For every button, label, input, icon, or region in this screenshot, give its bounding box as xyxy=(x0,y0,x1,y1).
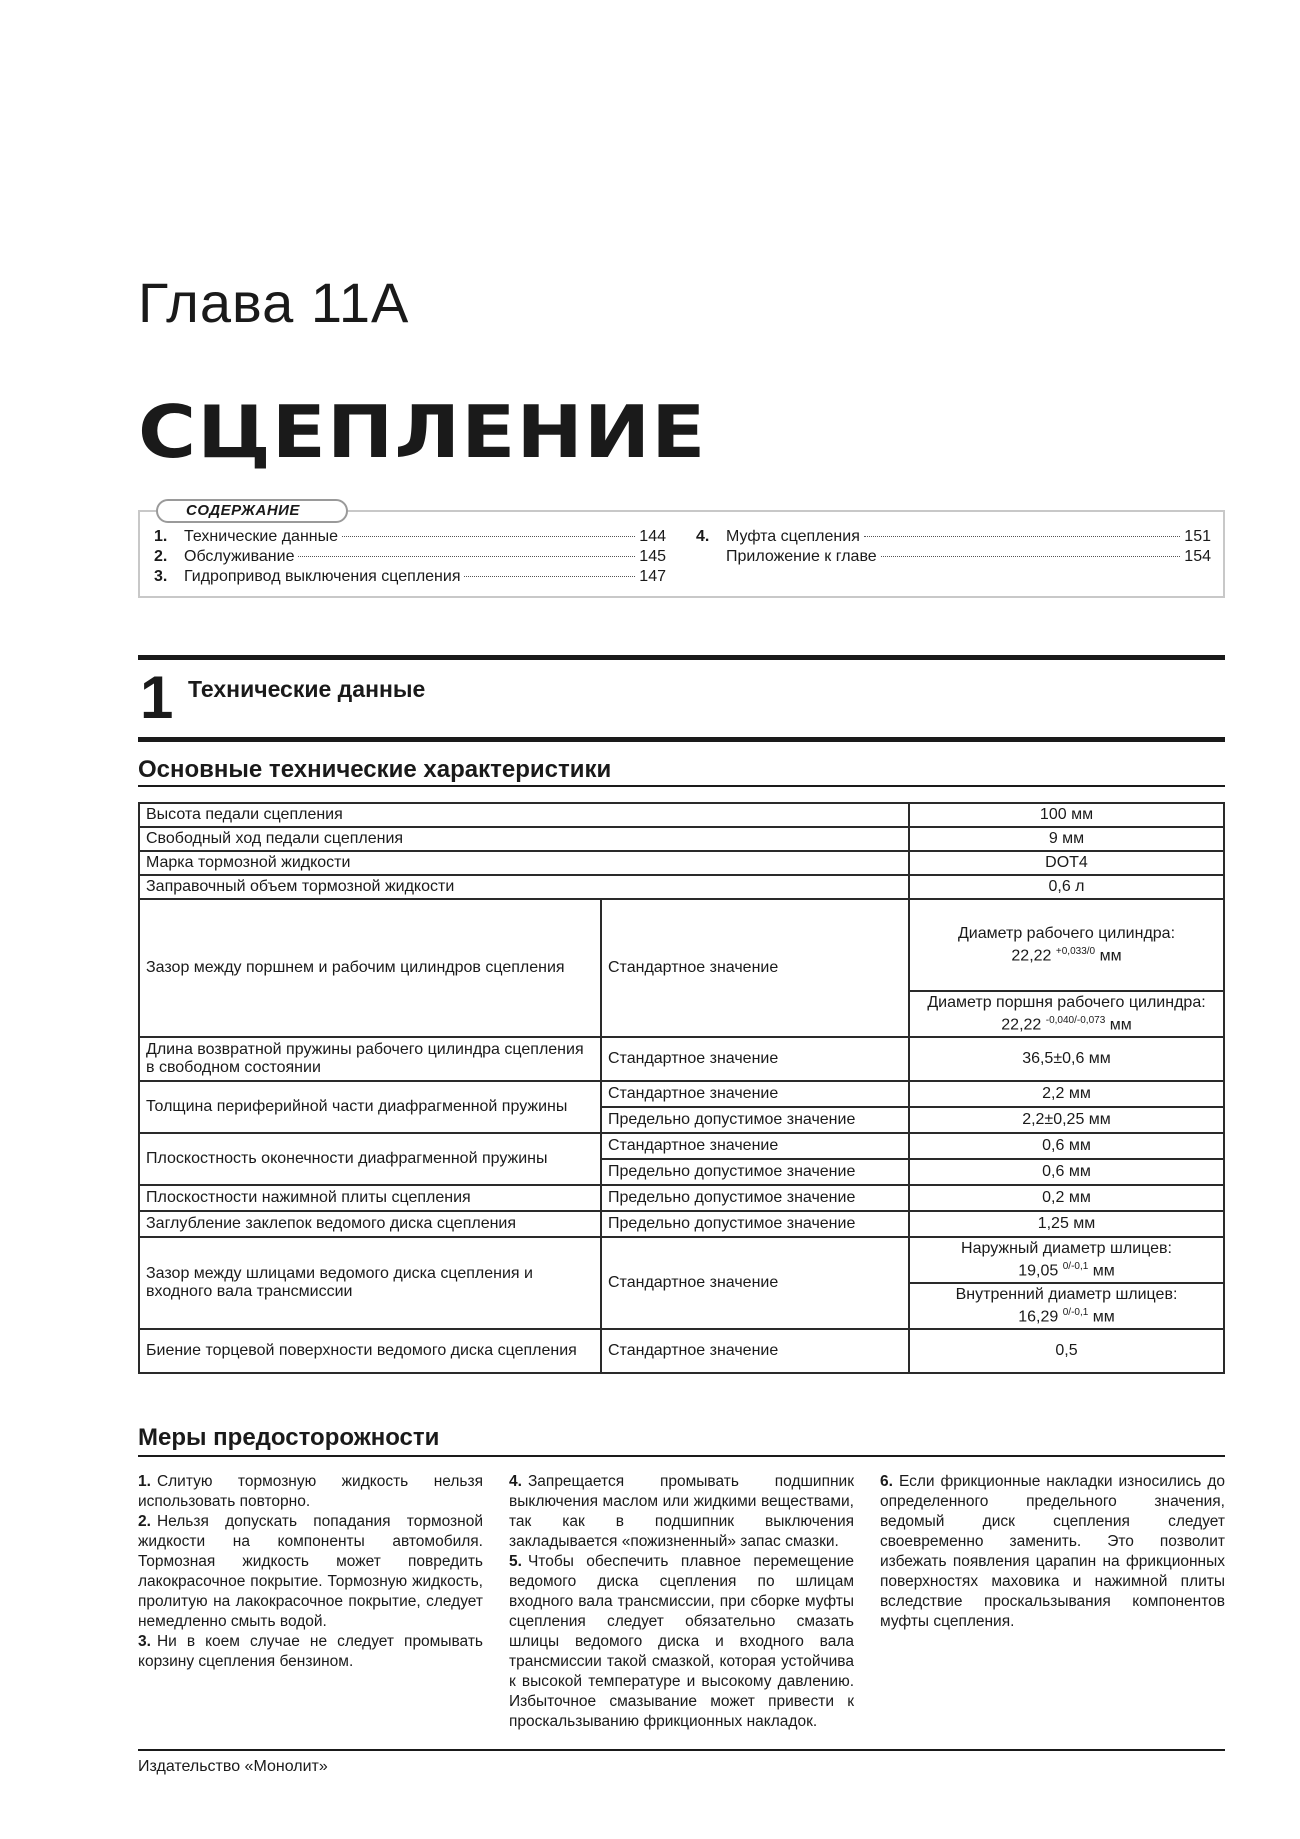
toc-item-num: 1. xyxy=(154,528,168,545)
table-row xyxy=(139,851,1224,875)
precaution-text: Нельзя допускать попадания тормозной жидкости на компоненты автомобиля. Тормозная жидкость может повредить лакокрасочное покрытие. Тормозную жидкость, пролитую на лакокрасочное покрытие, следует немедленно смыть водой. xyxy=(138,1513,483,1630)
toc-item-text: Приложение к главе xyxy=(726,548,877,565)
param-cell: Марка тормозной жидкости xyxy=(139,851,909,875)
value-cell xyxy=(909,1283,1224,1329)
value-cell xyxy=(909,1237,1224,1283)
table-of-contents xyxy=(138,502,1225,598)
value-unit: мм xyxy=(1099,947,1122,965)
toc-item[interactable] xyxy=(696,528,1211,548)
toc-leader xyxy=(864,536,1180,537)
table-row xyxy=(139,1211,1224,1237)
value-cell: 9 мм xyxy=(909,827,1224,851)
table-row xyxy=(139,1237,1224,1283)
section-bottom-rule xyxy=(138,737,1225,742)
value-label: Внутренний диаметр шлицев: xyxy=(955,1285,1178,1303)
precaution-text: Если фрикционные накладки износились до определенного предельного значения, ведомый диск сцепления следует своевременно заменить. Это позволит избежать появления царапин на фрикционных поверхностях маховика и нажимной плиты вследствие проскальзывания компонентов муфты сцепления. xyxy=(880,1473,1225,1630)
value-cell: 2,2 мм xyxy=(909,1081,1224,1107)
toc-item-text: Муфта сцепления xyxy=(726,528,860,545)
value-cell: 0,6 мм xyxy=(909,1133,1224,1159)
precautions-body xyxy=(138,1472,1225,1732)
table-row xyxy=(139,875,1224,899)
value-cell xyxy=(909,991,1224,1037)
toc-label: СОДЕРЖАНИЕ xyxy=(156,499,348,523)
param-cell: Высота педали сцепления xyxy=(139,803,909,827)
value-cell xyxy=(909,899,1224,991)
toc-item-num: 3. xyxy=(154,568,168,585)
table-row xyxy=(139,1037,1224,1081)
precaution-item xyxy=(138,1632,483,1672)
chapter-label: Глава 11А xyxy=(138,271,410,334)
precaution-item xyxy=(509,1552,854,1732)
value-line xyxy=(916,943,1217,965)
value-unit: мм xyxy=(1092,1262,1115,1280)
precautions-heading-rule xyxy=(138,1455,1225,1457)
section-number: 1 xyxy=(140,664,174,731)
toc-column-2 xyxy=(696,528,1211,568)
value-cell: 0,5 xyxy=(909,1329,1224,1373)
value-cell: 0,6 мм xyxy=(909,1159,1224,1185)
precaution-num: 2. xyxy=(138,1513,151,1530)
footer-rule xyxy=(138,1749,1225,1751)
table-row xyxy=(139,1081,1224,1107)
param-cell: Длина возвратной пружины рабочего цилиндра сцепления в свободном состоянии xyxy=(139,1037,601,1081)
condition-cell: Стандартное значение xyxy=(601,899,909,1037)
precaution-item xyxy=(509,1472,854,1552)
toc-item[interactable] xyxy=(154,528,666,548)
precaution-num: 5. xyxy=(509,1553,522,1570)
value-tolerance: -0,040/-0,073 xyxy=(1045,1014,1106,1026)
value-tolerance: 0/-0,1 xyxy=(1062,1306,1089,1318)
value-cell: DOT4 xyxy=(909,851,1224,875)
toc-item[interactable] xyxy=(154,568,666,588)
value-line xyxy=(916,1012,1217,1034)
toc-item-text: Технические данные xyxy=(184,528,339,545)
precautions-column-1 xyxy=(138,1472,483,1732)
value-cell: 36,5±0,6 мм xyxy=(909,1037,1224,1081)
precautions-heading: Меры предосторожности xyxy=(138,1424,440,1451)
toc-item-text: Гидропривод выключения сцепления xyxy=(184,568,461,585)
value-tolerance: 0/-0,1 xyxy=(1062,1260,1089,1272)
toc-item[interactable] xyxy=(696,548,1211,568)
precaution-num: 3. xyxy=(138,1633,151,1650)
param-cell: Заглубление заклепок ведомого диска сцепления xyxy=(139,1211,601,1237)
specs-table xyxy=(138,802,1225,1374)
condition-cell: Предельно допустимое значение xyxy=(601,1159,909,1185)
precaution-item xyxy=(880,1472,1225,1632)
param-cell: Биение торцевой поверхности ведомого диска сцепления xyxy=(139,1329,601,1373)
value-unit: мм xyxy=(1092,1308,1115,1326)
precaution-num: 6. xyxy=(880,1473,893,1490)
precautions-column-3 xyxy=(880,1472,1225,1732)
condition-cell: Стандартное значение xyxy=(601,1329,909,1373)
specs-heading-rule xyxy=(138,785,1225,787)
toc-leader xyxy=(298,556,635,557)
toc-item-text: Обслуживание xyxy=(184,548,295,565)
specs-heading: Основные технические характеристики xyxy=(138,756,612,783)
param-cell: Свободный ход педали сцепления xyxy=(139,827,909,851)
table-row xyxy=(139,1329,1224,1373)
table-row xyxy=(139,803,1224,827)
precaution-text: Запрещается промывать подшипник выключения маслом или жидкими веществами, так как в подшипник выключения закладывается «пожизненный» запас смазки. xyxy=(509,1473,854,1550)
precaution-num: 4. xyxy=(509,1473,522,1490)
toc-column-1 xyxy=(154,528,666,588)
toc-leader xyxy=(464,576,635,577)
toc-item-page: 154 xyxy=(1184,548,1211,565)
value-base: 22,22 xyxy=(1011,947,1052,965)
param-cell: Зазор между поршнем и рабочим цилиндров сцепления xyxy=(139,899,601,1037)
value-cell: 0,2 мм xyxy=(909,1185,1224,1211)
table-row xyxy=(139,899,1224,991)
toc-item[interactable] xyxy=(154,548,666,568)
condition-cell: Стандартное значение xyxy=(601,1081,909,1107)
value-cell: 1,25 мм xyxy=(909,1211,1224,1237)
value-base: 16,29 xyxy=(1018,1308,1059,1326)
precaution-num: 1. xyxy=(138,1473,151,1490)
page-title: СЦЕПЛЕНИЕ xyxy=(138,390,707,474)
toc-item-num: 4. xyxy=(696,528,710,545)
value-line xyxy=(916,1304,1217,1326)
table-row xyxy=(139,827,1224,851)
value-unit: мм xyxy=(1109,1016,1132,1034)
precaution-item xyxy=(138,1472,483,1512)
value-label: Наружный диаметр шлицев: xyxy=(961,1239,1172,1257)
precaution-text: Чтобы обеспечить плавное перемещение ведомого диска сцепления по шлицам входного вала трансмиссии, при сборке муфты сцепления следует обязательно смазать шлицы ведомого диска и входного вала трансмиссии такой смазкой, которая устойчива к высокой температуре и высокому давлению. Избыточное смазывание может привести к проскальзыванию фрикционных накладок. xyxy=(509,1553,854,1730)
section-top-rule xyxy=(138,655,1225,660)
precautions-column-2 xyxy=(509,1472,854,1732)
table-row xyxy=(139,1133,1224,1159)
precaution-text: Ни в коем случае не следует промывать корзину сцепления бензином. xyxy=(138,1633,483,1670)
value-tolerance: +0,033/0 xyxy=(1055,945,1096,957)
toc-item-page: 147 xyxy=(639,568,666,585)
section-title: Технические данные xyxy=(188,676,426,702)
toc-item-page: 145 xyxy=(639,548,666,565)
condition-cell: Стандартное значение xyxy=(601,1237,909,1329)
value-base: 19,05 xyxy=(1018,1262,1059,1280)
param-cell: Плоскостность оконечности диафрагменной пружины xyxy=(139,1133,601,1185)
condition-cell: Предельно допустимое значение xyxy=(601,1211,909,1237)
toc-leader xyxy=(342,536,635,537)
condition-cell: Стандартное значение xyxy=(601,1037,909,1081)
precaution-text: Слитую тормозную жидкость нельзя использовать повторно. xyxy=(138,1473,483,1510)
param-cell: Плоскостности нажимной плиты сцепления xyxy=(139,1185,601,1211)
value-label: Диаметр поршня рабочего цилиндра: xyxy=(927,993,1206,1011)
value-cell: 100 мм xyxy=(909,803,1224,827)
param-cell: Зазор между шлицами ведомого диска сцепления и входного вала трансмиссии xyxy=(139,1237,601,1329)
value-cell: 2,2±0,25 мм xyxy=(909,1107,1224,1133)
value-line xyxy=(916,1258,1217,1280)
param-cell: Заправочный объем тормозной жидкости xyxy=(139,875,909,899)
publisher-footer: Издательство «Монолит» xyxy=(138,1758,328,1775)
value-base: 22,22 xyxy=(1001,1016,1042,1034)
condition-cell: Стандартное значение xyxy=(601,1133,909,1159)
value-cell: 0,6 л xyxy=(909,875,1224,899)
condition-cell: Предельно допустимое значение xyxy=(601,1185,909,1211)
condition-cell: Предельно допустимое значение xyxy=(601,1107,909,1133)
value-label: Диаметр рабочего цилиндра: xyxy=(957,924,1176,942)
param-cell: Толщина периферийной части диафрагменной пружины xyxy=(139,1081,601,1133)
table-row xyxy=(139,1185,1224,1211)
toc-item-num: 2. xyxy=(154,548,168,565)
precaution-item xyxy=(138,1512,483,1632)
toc-leader xyxy=(881,556,1181,557)
toc-item-page: 144 xyxy=(639,528,666,545)
toc-item-page: 151 xyxy=(1184,528,1211,545)
